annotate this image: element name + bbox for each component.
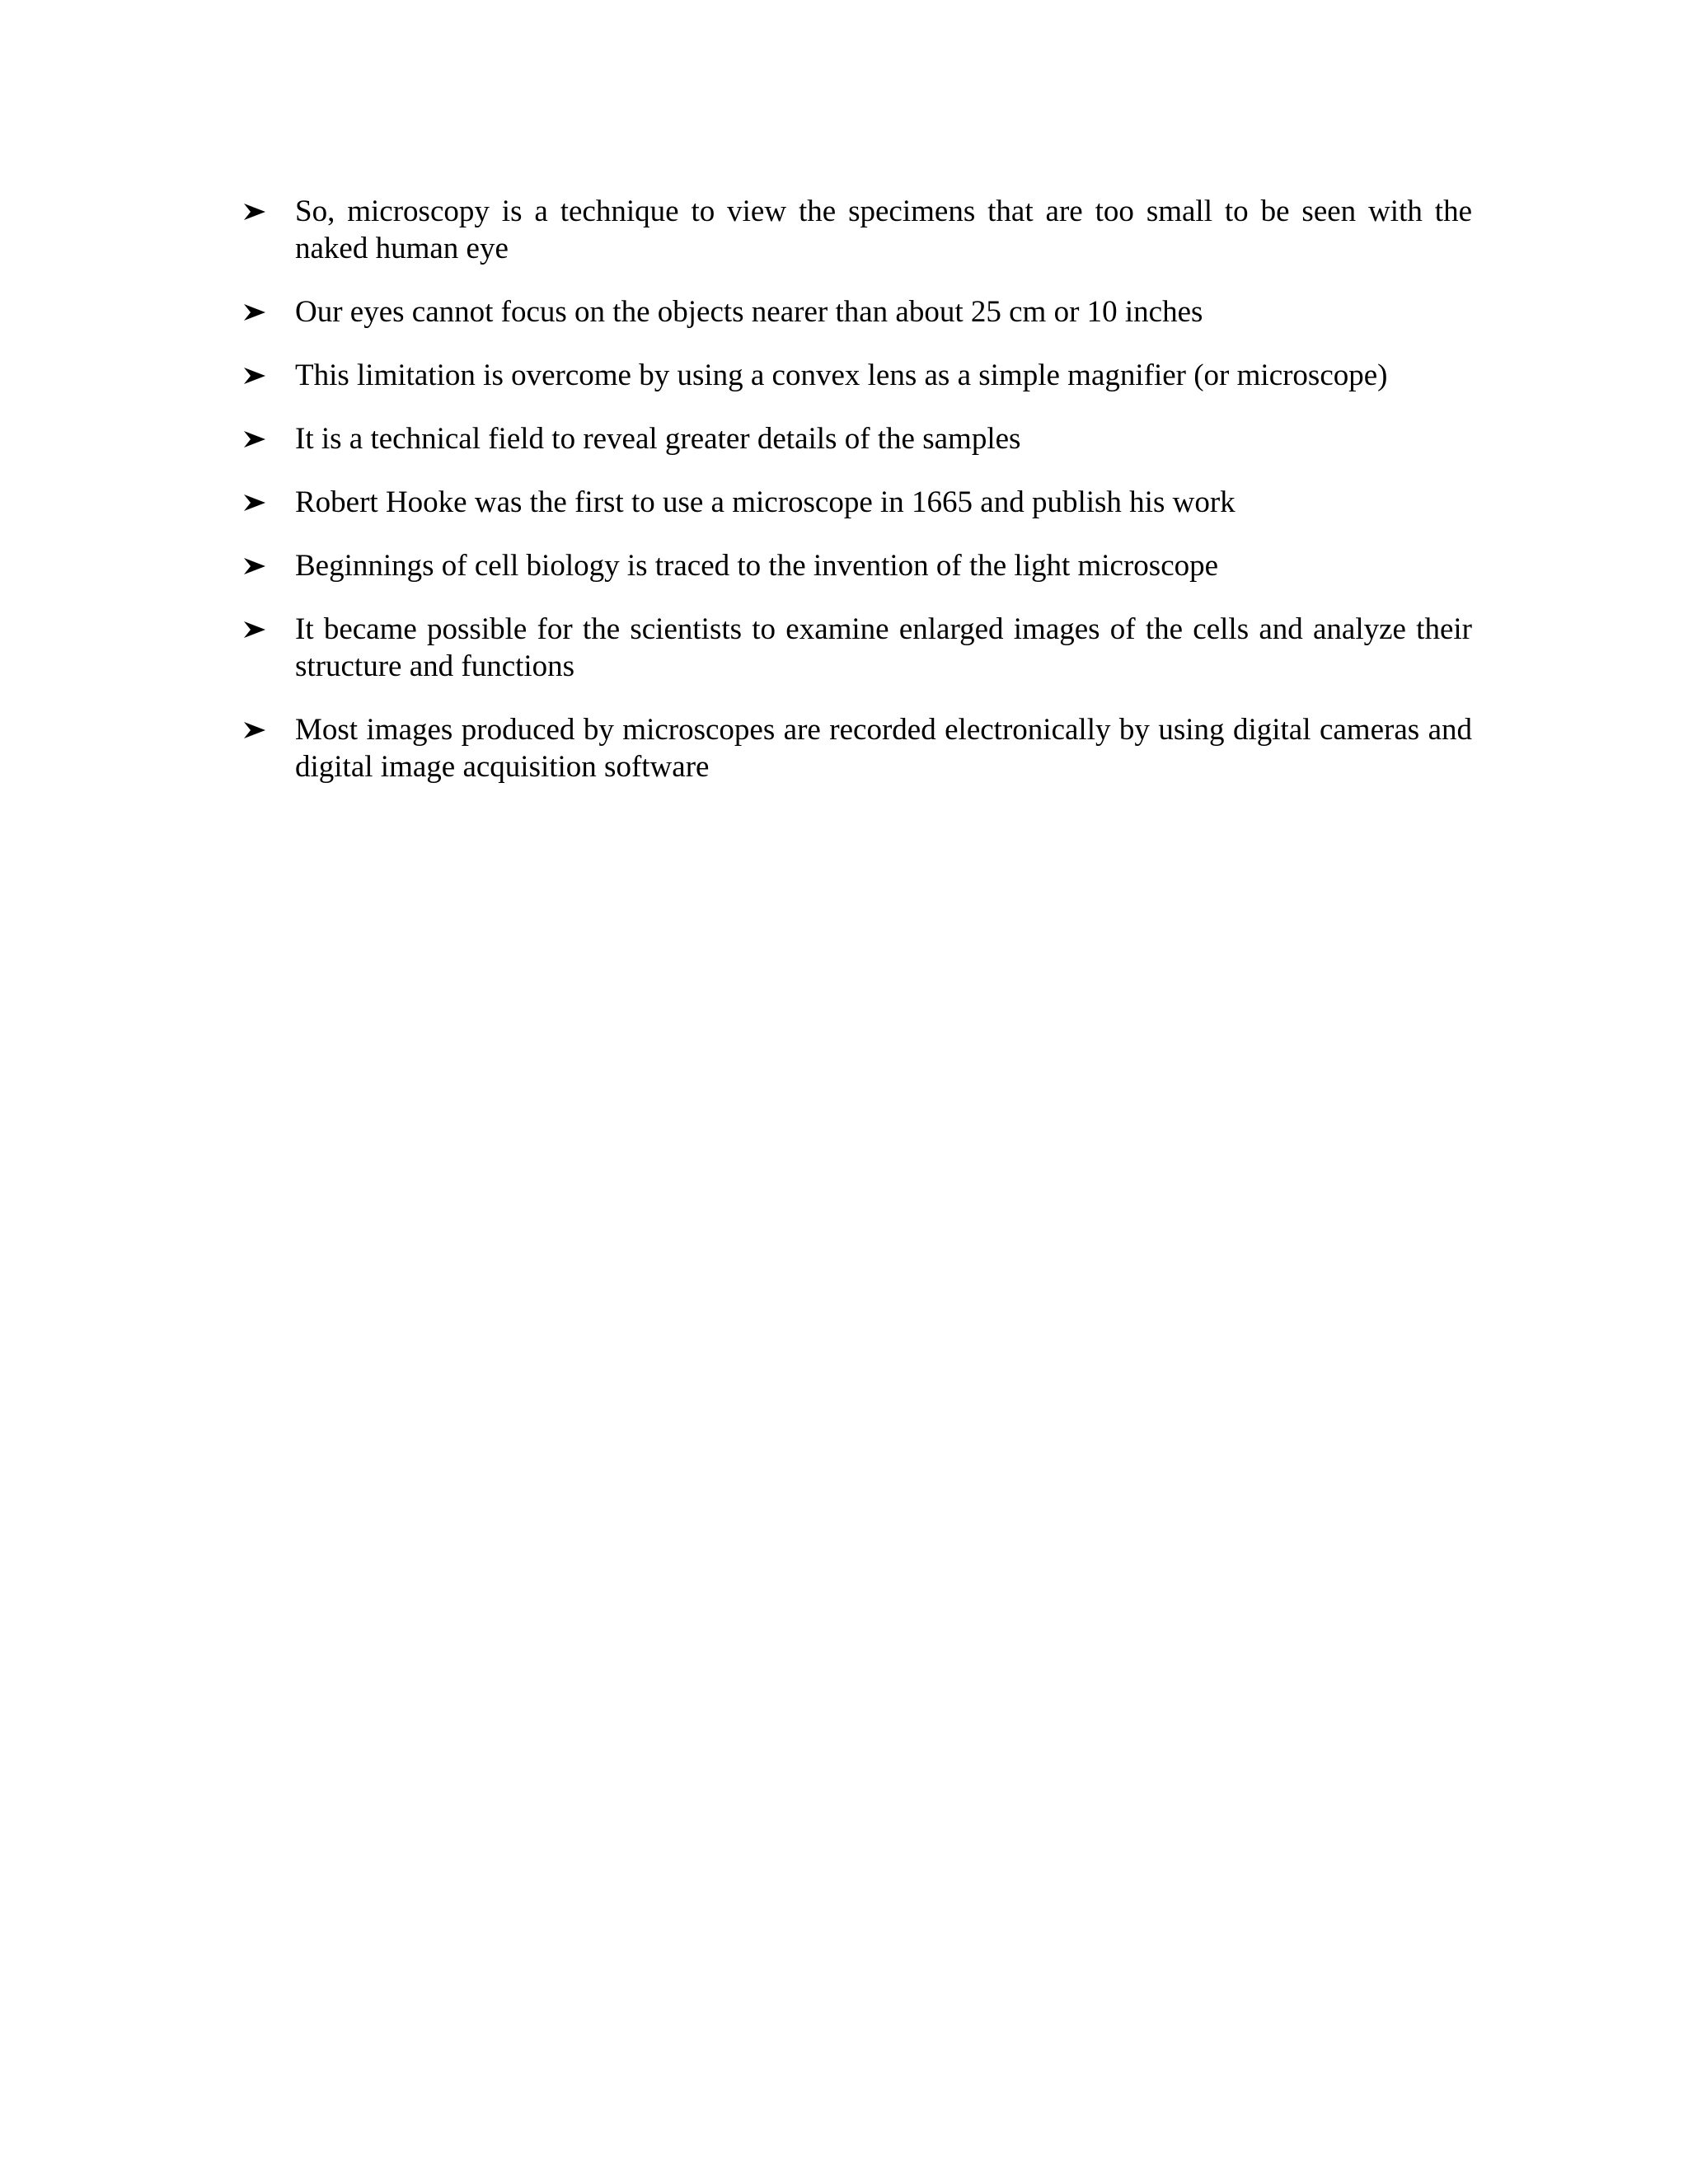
bullet-text: Robert Hooke was the first to use a microscope in 1665 and publish his work	[295, 485, 1236, 519]
bullet-list	[244, 193, 1472, 812]
bullet-item	[244, 611, 1472, 685]
bullet-item	[244, 420, 1472, 457]
arrowhead-bullet-icon	[244, 621, 265, 638]
bullet-text: Our eyes cannot focus on the objects nearer than about 25 cm or 10 inches	[295, 295, 1203, 329]
bullet-text: It became possible for the scientists to examine enlarged images of the cells and analyze their structure and functions	[295, 612, 1472, 683]
arrowhead-bullet-icon	[244, 722, 265, 738]
bullet-item	[244, 711, 1472, 785]
arrowhead-bullet-icon	[244, 204, 265, 220]
bullet-text: It is a technical field to reveal greater details of the samples	[295, 422, 1021, 456]
bullet-text: Beginnings of cell biology is traced to the invention of the light microscope	[295, 549, 1219, 583]
bullet-text: This limitation is overcome by using a convex lens as a simple magnifier (or microscope)	[295, 359, 1388, 392]
bullet-text: Most images produced by microscopes are recorded electronically by using digital cameras and digital image acquisition software	[295, 713, 1472, 784]
bullet-item	[244, 357, 1472, 394]
arrowhead-bullet-icon	[244, 368, 265, 384]
bullet-text: So, microscopy is a technique to view the specimens that are too small to be seen with the naked human eye	[295, 194, 1472, 265]
arrowhead-bullet-icon	[244, 494, 265, 511]
arrowhead-bullet-icon	[244, 558, 265, 574]
bullet-item	[244, 484, 1472, 521]
bullet-item	[244, 193, 1472, 267]
arrowhead-bullet-icon	[244, 431, 265, 448]
bullet-item	[244, 547, 1472, 584]
bullet-item	[244, 293, 1472, 330]
arrowhead-bullet-icon	[244, 304, 265, 321]
